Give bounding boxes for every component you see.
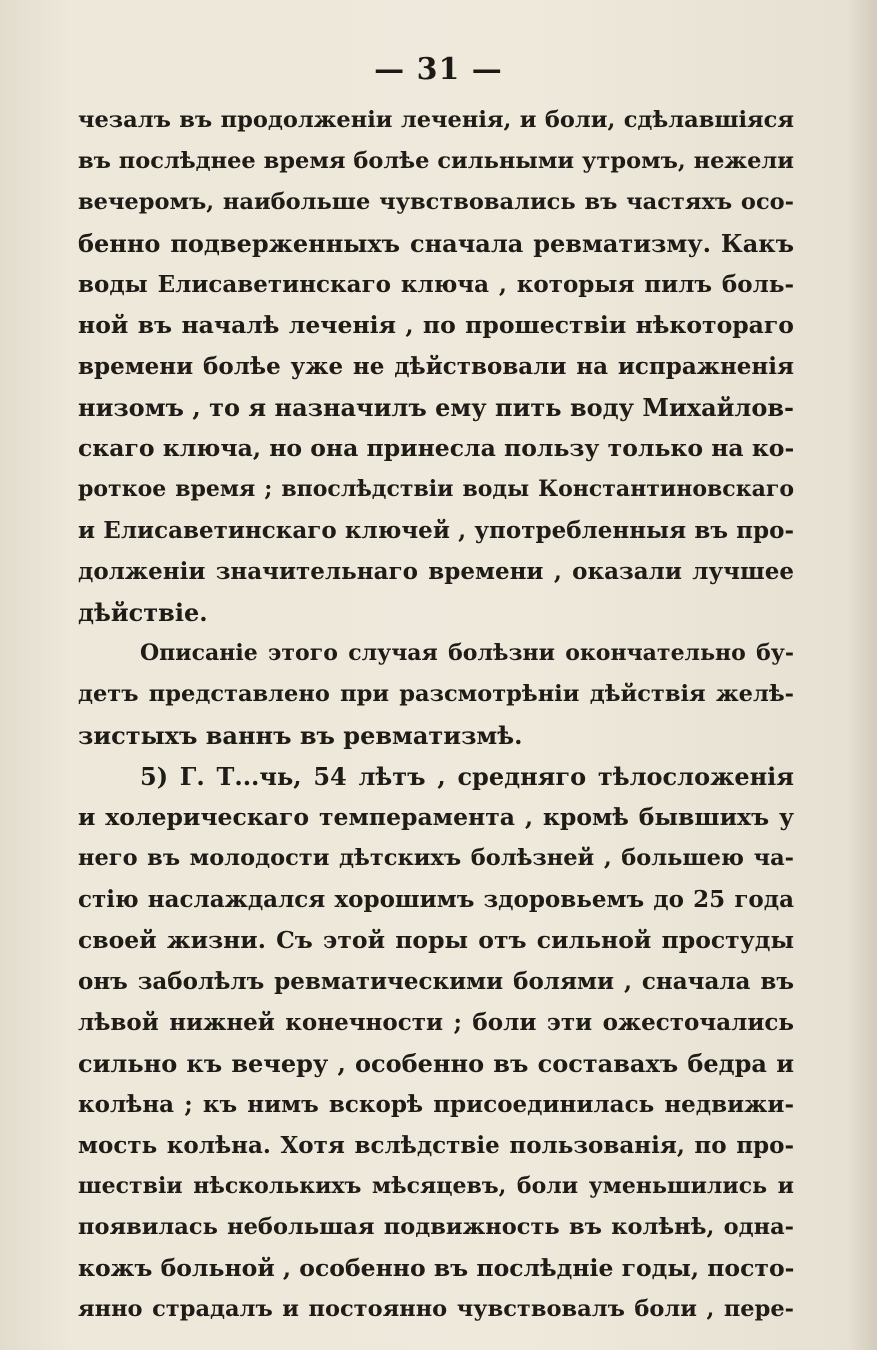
text-line: детъ представлено при разсмотрѣніи дѣйствія желѣ-: [78, 681, 794, 707]
text-line: ной въ началѣ леченія , по прошествіи нѣкотораго: [78, 311, 794, 339]
text-line: воды Елисаветинскаго ключа , которыя пилъ боль-: [78, 271, 794, 298]
text-line: скаго ключа, но она принесла пользу только на ко-: [78, 434, 794, 462]
page-edge-shadow: [847, 0, 877, 1350]
text-line: роткое время ; впослѣдствіи воды Константиновскаго: [78, 476, 794, 502]
text-line: въ послѣднее время болѣе сильными утромъ, нежели: [78, 148, 794, 174]
text-line: мость колѣна. Хотя вслѣдствіе пользованія, по про-: [78, 1132, 794, 1159]
text-line: онъ заболѣлъ ревматическими болями , сначала въ: [78, 968, 794, 995]
text-line: вечеромъ, наибольше чувствовались въ частяхъ осо-: [78, 189, 794, 215]
text-line: и Елисаветинскаго ключей , употребленныя въ про-: [78, 517, 794, 544]
page-number: — 31 —: [374, 52, 503, 87]
text-line: сильно къ вечеру , особенно въ составахъ бедра и: [78, 1049, 794, 1078]
text-line: колѣна ; къ нимъ вскорѣ присоединилась недвижи-: [78, 1091, 794, 1118]
text-line: низомъ , то я назначилъ ему пить воду Михайлов-: [78, 393, 794, 422]
text-line: янно страдалъ и постоянно чувствовалъ боли , пере-: [78, 1296, 794, 1322]
text-line: лѣвой нижней конечности ; боли эти ожесточались: [78, 1009, 794, 1036]
text-line: появилась небольшая подвижность въ колѣнѣ, одна-: [78, 1214, 794, 1240]
text-line: и холерическаго темперамента , кромѣ бывшихъ у: [78, 803, 794, 831]
text-line: своей жизни. Съ этой поры отъ сильной простуды: [78, 926, 794, 954]
text-line: кожъ больной , особенно въ послѣдніе годы, посто-: [78, 1254, 794, 1282]
paragraph-start-line: 5) Г. Т...чь, 54 лѣтъ , средняго тѣлосложенія: [140, 762, 794, 791]
text-line: чезалъ въ продолженіи леченія, и боли, сдѣлавшіяся: [78, 107, 794, 133]
text-line: шествіи нѣсколькихъ мѣсяцевъ, боли уменьшились и: [78, 1173, 794, 1199]
paragraph-start-line: Описаніе этого случая болѣзни окончательно бу-: [140, 640, 794, 666]
text-line: бенно подверженныхъ сначала ревматизму. Какъ: [78, 229, 794, 258]
text-line: дѣйствіе.: [78, 598, 208, 627]
text-line: времени болѣе уже не дѣйствовали на испражненія: [78, 353, 794, 380]
text-line: долженіи значительнаго времени , оказали лучшее: [78, 558, 794, 585]
text-line: него въ молодости дѣтскихъ болѣзней , большею ча-: [78, 845, 794, 871]
text-line: стію наслаждался хорошимъ здоровьемъ до 25 года: [78, 886, 794, 913]
body-text: [78, 100, 794, 1330]
text-line: зистыхъ ваннъ въ ревматизмѣ.: [78, 721, 523, 750]
